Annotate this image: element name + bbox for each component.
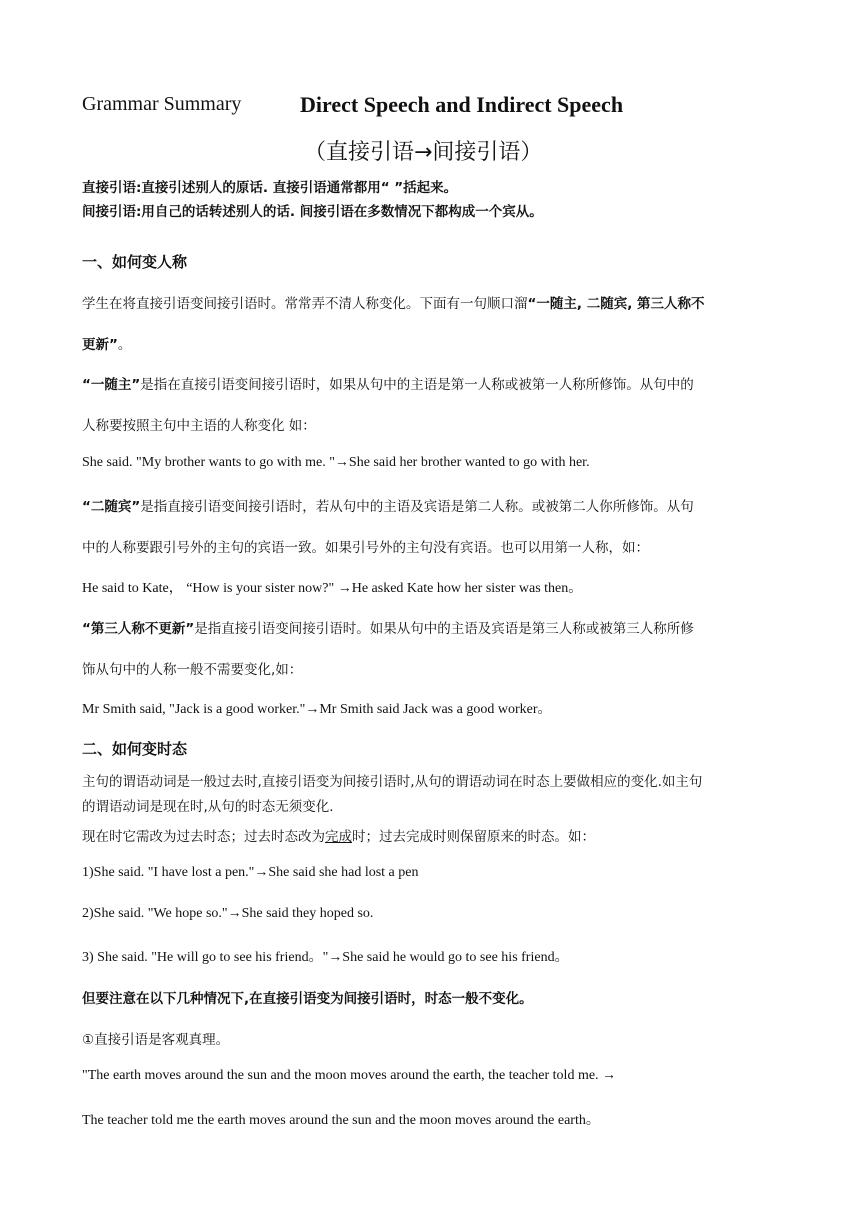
rule1-line2: 人称要按照主句中主语的人称变化 如： [82, 418, 316, 434]
tense-example-2: 2)She said. "We hope so."→She said they hoped so. [82, 906, 374, 921]
rule3-text: 是指直接引语变间接引语时。如果从句中的主语及宾语是第三人称或被第三人称所修 [194, 621, 694, 637]
header-left-title: Grammar Summary [82, 93, 242, 115]
rule3-label: “第三人称不更新” [82, 621, 195, 637]
rule1-line1 [82, 373, 694, 393]
intro-mnemonic: “一随主, 二随宾, 第三人称不 [527, 296, 705, 312]
rule3-example: Mr Smith said, "Jack is a good worker."→Mr Smith said Jack was a good worker。 [82, 702, 552, 717]
section2-para1-line2: 的谓语动词是现在时,从句的时态无须变化. [82, 799, 334, 815]
rule2-line2: 中的人称要跟引号外的主句的宾语一致。如果引号外的主句没有宾语。也可以用第一人称，如： [82, 540, 649, 556]
intro-plain: 学生在将直接引语变间接引语时。常常弄不清人称变化。下面有一句顺口溜 [82, 296, 528, 312]
page-subtitle: （直接引语→间接引语） [304, 140, 543, 165]
rule2-text: 是指直接引语变间接引语时，若从句中的主语及宾语是第二人称。或被第二人你所修饰。从句 [140, 499, 694, 515]
para2-part-b: 时；过去完成时则保留原来的时态。如： [352, 829, 595, 845]
section1-intro [82, 292, 705, 312]
rule3-line2: 饰从句中的人称一般不需要变化,如： [82, 662, 303, 678]
rule2-label: “二随宾” [82, 499, 141, 515]
intro-period: 。 [117, 337, 132, 353]
para2-underlined: 完成 [325, 829, 352, 845]
section1-heading: 一、如何变人称 [82, 253, 188, 271]
definition-indirect: 间接引语:用自己的话转述别人的话. 间接引语在多数情况下都构成一个宾从。 [82, 204, 543, 220]
tense-example-1: 1)She said. "I have lost a pen."→She said she had lost a pen [82, 865, 419, 880]
rule1-label: “一随主” [82, 377, 141, 393]
case1-example-line1: "The earth moves around the sun and the moon moves around the earth, the teacher told me. → [82, 1068, 617, 1083]
section2-heading: 二、如何变时态 [82, 740, 188, 758]
exception-note: 但要注意在以下几种情况下,在直接引语变为间接引语时，时态一般不变化。 [82, 991, 533, 1007]
para2-part-a: 现在时它需改为过去时态；过去时态改为 [82, 829, 325, 845]
rule1-example: She said. "My brother wants to go with me. "→She said her brother wanted to go with her. [82, 455, 590, 470]
case1-example-line2: The teacher told me the earth moves around the sun and the moon moves around the earth。 [82, 1113, 600, 1128]
rule3-line1 [82, 617, 694, 637]
section1-intro-cont [82, 333, 131, 353]
tense-example-3: 3) She said. "He will go to see his friend。"→She said he would go to see his friend。 [82, 950, 569, 965]
rule1-text: 是指在直接引语变间接引语时，如果从句中的主语是第一人称或被第一人称所修饰。从句中的 [140, 377, 694, 393]
rule2-example: He said to Kate， “How is your sister now?" →He asked Kate how her sister was then。 [82, 581, 583, 596]
intro-mnemonic-end: 更新” [82, 337, 118, 353]
header-main-title: Direct Speech and Indirect Speech [300, 92, 624, 117]
definition-direct: 直接引语:直接引述别人的原话. 直接引语通常都用“ ”括起来。 [82, 180, 458, 196]
exception-case-1: ①直接引语是客观真理。 [82, 1032, 230, 1048]
section2-para1-line1: 主句的谓语动词是一般过去时,直接引语变为间接引语时,从句的谓语动词在时态上要做相应的变化.如主句 [82, 774, 703, 790]
rule2-line1 [82, 495, 694, 515]
section2-para2 [82, 825, 595, 845]
